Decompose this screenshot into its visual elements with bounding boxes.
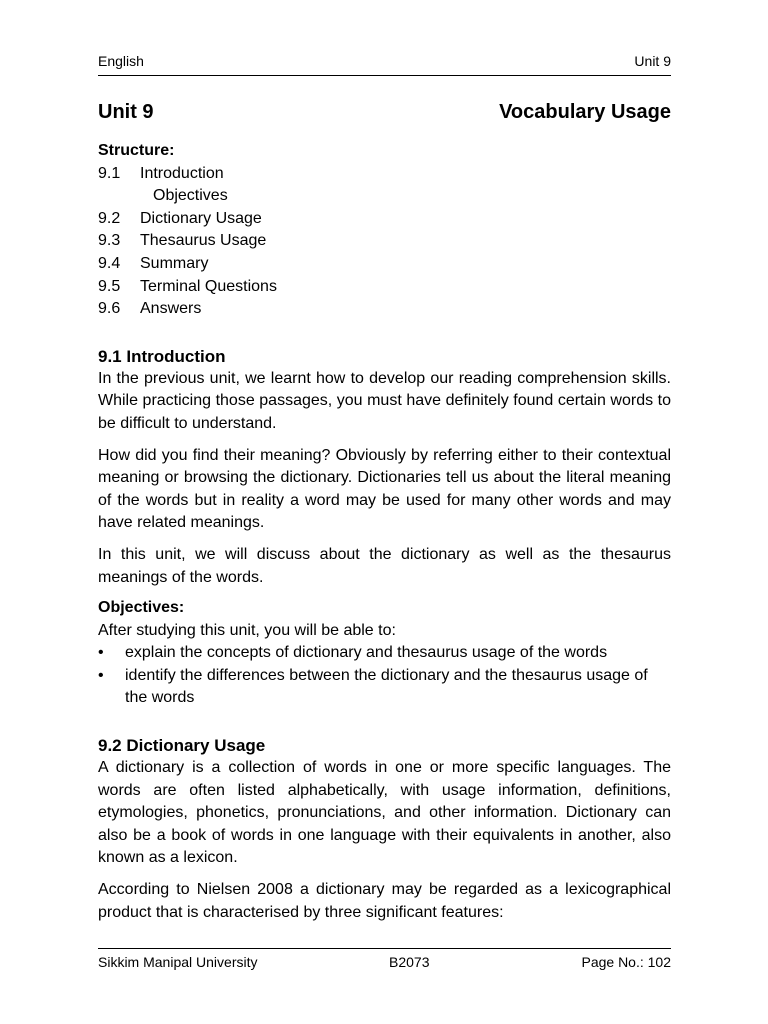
structure-item-label: Summary [140, 254, 209, 272]
footer-rule [98, 948, 671, 949]
section-heading-dictionary-usage: 9.2 Dictionary Usage [98, 736, 266, 756]
structure-item [98, 163, 671, 186]
structure-item-label: Answers [140, 300, 202, 318]
bullet-item [98, 665, 671, 710]
bullet-item [98, 642, 671, 665]
footer-university: Sikkim Manipal University [98, 954, 258, 970]
bullet-text: explain the concepts of dictionary and thesaurus usage of the words [125, 644, 608, 662]
paragraph: In this unit, we will discuss about the dictionary as well as the thesaurus meanings of the words. [98, 545, 671, 586]
unit-number: Unit 9 [98, 101, 154, 123]
page-footer [98, 954, 671, 974]
structure-subitem [98, 185, 671, 208]
structure-heading: Structure: [98, 142, 175, 159]
structure-item-number: 9.4 [98, 254, 121, 272]
structure-item-number: 9.6 [98, 300, 121, 318]
unit-name: Vocabulary Usage [499, 101, 671, 123]
unit-title [98, 101, 671, 127]
bullet-icon: • [98, 644, 104, 662]
page-content [98, 140, 671, 924]
structure-item-label: Dictionary Usage [140, 209, 262, 227]
structure-item-label: Terminal Questions [140, 277, 277, 295]
paragraph: A dictionary is a collection of words in one or more specific languages. The words are often listed alphabetically, with usage information, definitions, etymologies, phonetics, pronunciations, and other information. Dictionary can also be a book of words in one language with their equivalents in another, also known as a lexicon. [98, 759, 671, 867]
structure-item-label: Introduction [140, 164, 224, 182]
header-unit: Unit 9 [634, 53, 671, 69]
section-heading-introduction: 9.1 Introduction [98, 346, 226, 366]
paragraph: In the previous unit, we learnt how to develop our reading comprehension skills. While practicing those passages, you must have definitely found certain words to be difficult to understand. [98, 369, 671, 432]
structure-item-label: Objectives [153, 187, 228, 205]
structure-item-number: 9.3 [98, 232, 121, 250]
bullet-icon: • [98, 666, 104, 684]
structure-item-label: Thesaurus Usage [140, 232, 267, 250]
footer-code: B2073 [389, 954, 430, 970]
page-header [98, 53, 671, 73]
structure-item [98, 230, 671, 253]
structure-item-number: 9.5 [98, 277, 121, 295]
paragraph: How did you find their meaning? Obviously by referring either to their contextual meaning or browsing the dictionary. Dictionaries tell us about the literal meaning of the words but in reality a word may be used for many other words and may have related meanings. [98, 446, 671, 532]
objectives-heading: Objectives: [98, 599, 185, 617]
footer-page-number: Page No.: 102 [581, 954, 671, 970]
objectives-lead: After studying this unit, you will be able to: [98, 621, 396, 639]
structure-item [98, 298, 671, 321]
header-rule [98, 75, 671, 76]
structure-item-number: 9.1 [98, 164, 121, 182]
structure-item-number: 9.2 [98, 209, 121, 227]
structure-item [98, 276, 671, 299]
structure-item [98, 208, 671, 231]
bullet-text: identify the differences between the dictionary and the thesaurus usage of the words [125, 666, 648, 707]
header-subject: English [98, 53, 144, 69]
structure-item [98, 253, 671, 276]
paragraph: According to Nielsen 2008 a dictionary may be regarded as a lexicographical product that is characterised by three significant features: [98, 881, 671, 921]
